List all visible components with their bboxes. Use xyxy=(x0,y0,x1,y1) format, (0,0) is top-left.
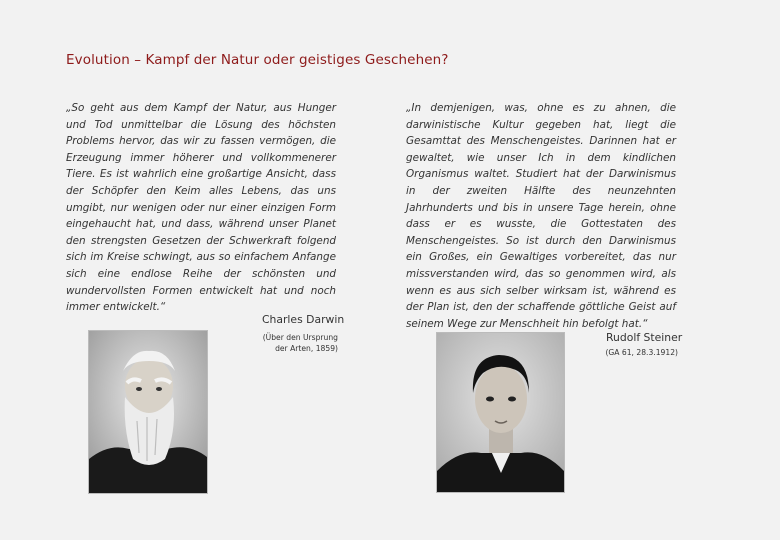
steiner-portrait xyxy=(436,332,565,493)
steiner-quote: „In demjenigen, was, ohne es zu ahnen, die darwinistische Kultur gegeben hat, liegt die Gesamttat des Menschengeistes. Darinnen hat er gewaltet, wie unser Ich in dem kindlichen Organismus waltet. Studiert hat der Darwinismus in der zweiten Hälfte des neunzehnten Jahrhunderts und bis in unsere Tage herein, ohne dass er es wusste, die Gottestaten des Menschengeistes. So ist durch den Darwinismus ein Großes, ein Gewaltiges vorbereitet, das nur missverstanden wird, das so genommen wird, als wenn es aus sich selber wirksam ist, während es der Plan ist, den der schaffende göttliche Geist auf seinem Wege zur Menschheit hin befolgt hat.“ xyxy=(406,102,676,330)
darwin-author: Charles Darwin xyxy=(262,313,345,326)
steiner-author: Rudolf Steiner xyxy=(606,331,683,344)
darwin-portrait xyxy=(88,330,208,494)
darwin-source xyxy=(230,332,338,354)
darwin-source-line2: der Arten, 1859) xyxy=(275,344,338,353)
steiner-source: (GA 61, 28.3.1912) xyxy=(605,348,678,357)
darwin-quote: „So geht aus dem Kampf der Natur, aus Hunger und Tod unmittelbar die Lösung des höchsten Problems hervor, das wir zu fassen vermögen, die Erzeugung immer höherer und vollkommenerer Tiere. Es ist wahrlich eine großartige Ansicht, dass der Schöpfer den Keim alles Lebens, das uns umgibt, nur wenigen oder nur einer einzigen Form eingehaucht hat, und dass, während unser Planet den strengsten Gesetzen der Schwerkraft folgend sich im Kreise schwingt, aus so einfachem Anfange sich eine endlose Reihe der schönsten und wundervollsten Formen entwickelt hat und noch immer entwickelt.“ xyxy=(66,102,336,314)
darwin-source-line1: (Über den Ursprung xyxy=(262,333,338,342)
page-title: Evolution – Kampf der Natur oder geistiges Geschehen? xyxy=(66,52,449,68)
